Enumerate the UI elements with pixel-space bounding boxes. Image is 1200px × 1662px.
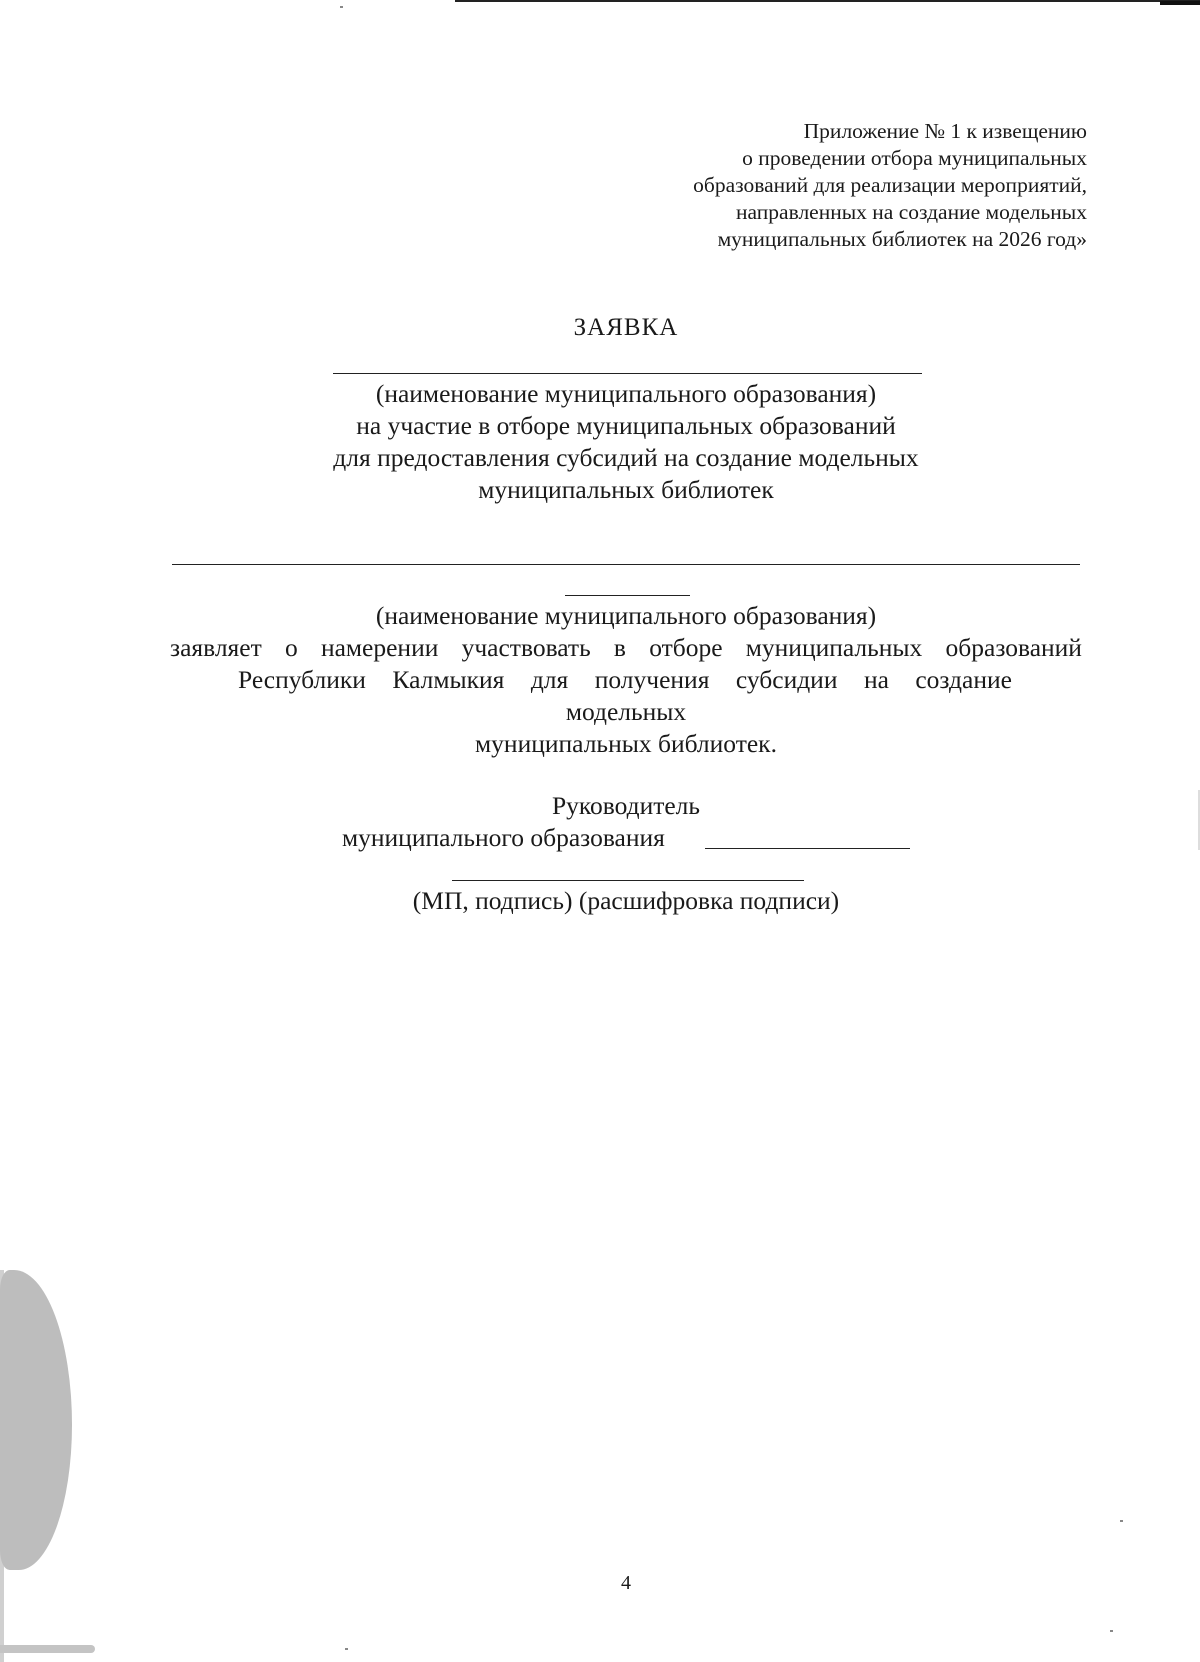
scan-edge-top	[455, 0, 1200, 2]
scan-speck	[345, 1648, 348, 1650]
signature-blank	[705, 848, 910, 849]
statement-word: намерении	[320, 633, 439, 662]
statement-word: на	[863, 665, 889, 694]
name-caption: (наименование муниципального образования)	[375, 601, 877, 630]
header-line: для предоставления субсидий на создание модельных	[333, 443, 919, 472]
statement-word: заявляет	[170, 633, 262, 662]
statement-word: в	[613, 633, 626, 662]
annex-line: муниципальных библиотек на 2026 год»	[717, 227, 1087, 251]
statement-word: участвовать	[461, 633, 591, 662]
applicant-name-blank	[172, 564, 1080, 565]
statement-word: получения	[594, 665, 710, 694]
statement-word: для	[530, 665, 569, 694]
name-caption: (наименование муниципального образования)	[375, 379, 877, 408]
scan-speck	[1110, 1630, 1113, 1632]
header-line: на участие в отборе муниципальных образований	[356, 411, 896, 440]
statement-word: Республики	[238, 665, 366, 694]
statement-word: образований	[945, 633, 1082, 662]
statement-line: муниципальных библиотек.	[475, 729, 777, 758]
scan-shadow	[0, 1270, 72, 1570]
scan-speck	[1120, 1520, 1123, 1522]
annex-line: Приложение № 1 к извещению	[803, 119, 1087, 143]
statement-word: о	[284, 633, 298, 662]
scan-edge-top-corner	[1160, 1, 1200, 5]
statement-line	[238, 665, 1012, 695]
signature-caption: (МП, подпись) (расшифровка подписи)	[412, 886, 840, 915]
scan-shadow-bottom	[0, 1645, 95, 1653]
statement-word: отборе	[649, 633, 723, 662]
statement-word: муниципальных	[745, 633, 923, 662]
signature-decode-blank	[452, 880, 804, 881]
statement-word: создание	[915, 665, 1012, 694]
statement-word: Калмыкия	[392, 665, 505, 694]
municipality-name-blank	[333, 373, 922, 374]
annex-line: направленных на создание модельных	[736, 200, 1087, 224]
annex-line: о проведении отбора муниципальных	[742, 146, 1087, 170]
applicant-name-blank-short	[565, 595, 690, 596]
scan-speck	[340, 6, 343, 8]
signer-role: муниципального образования	[342, 823, 665, 852]
page-number: 4	[621, 1572, 631, 1594]
statement-word: субсидии	[735, 665, 838, 694]
statement-line	[170, 633, 1082, 663]
annex-line: образований для реализации мероприятий,	[693, 173, 1087, 197]
document-title: ЗАЯВКА	[573, 314, 679, 341]
header-line: муниципальных библиотек	[478, 475, 774, 504]
signer-role: Руководитель	[551, 791, 701, 820]
statement-line: модельных	[565, 697, 687, 726]
